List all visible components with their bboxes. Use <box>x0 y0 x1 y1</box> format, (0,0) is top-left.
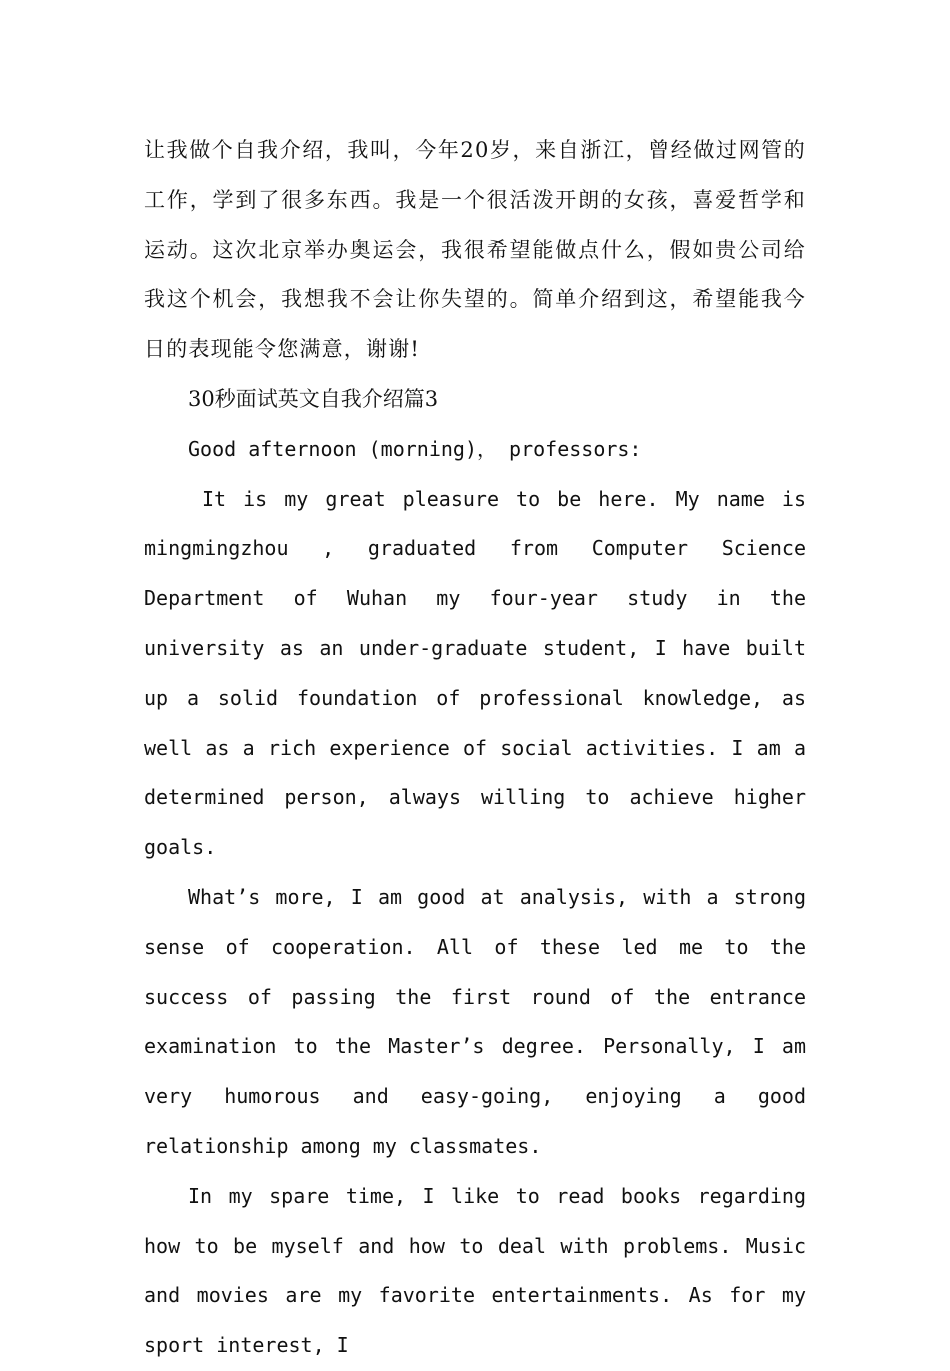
document-body <box>144 126 806 1371</box>
english-paragraph-strengths: What’s more, I am good at analysis, with a strong sense of cooperation. All of these led me to the success of passing the first round of the entrance examination to the Master’s degree. Personally, I am very humorous and easy-going, enjoying a good relationship among my classmates. <box>144 884 806 1158</box>
section-title: 30秒面试英文自我介绍篇3 <box>188 386 439 411</box>
greeting-line: Good afternoon (morning)， professors: <box>188 436 642 461</box>
english-paragraph-introduction: It is my great pleasure to be here. My name is mingmingzhou , graduated from Computer Science Department of Wuhan my four-year study in the university as an under-graduate student, I have built up a solid foundation of professional knowledge, as well as a rich experience of social activities. I am a determined person, always willing to achieve higher goals. <box>144 486 806 860</box>
english-paragraph-hobbies: In my spare time, I like to read books regarding how to be myself and how to deal with problems. Music and movies are my favorite entertainments. As for my sport interest, I <box>144 1183 806 1358</box>
chinese-intro-paragraph: 让我做个自我介绍，我叫，今年20岁，来自浙江，曾经做过网管的工作，学到了很多东西。我是一个很活泼开朗的女孩，喜爱哲学和运动。这次北京举办奥运会，我很希望能做点什么，假如贵公司给我这个机会，我想我不会让你失望的。简单介绍到这，希望能我今日的表现能令您满意，谢谢! <box>144 138 806 362</box>
